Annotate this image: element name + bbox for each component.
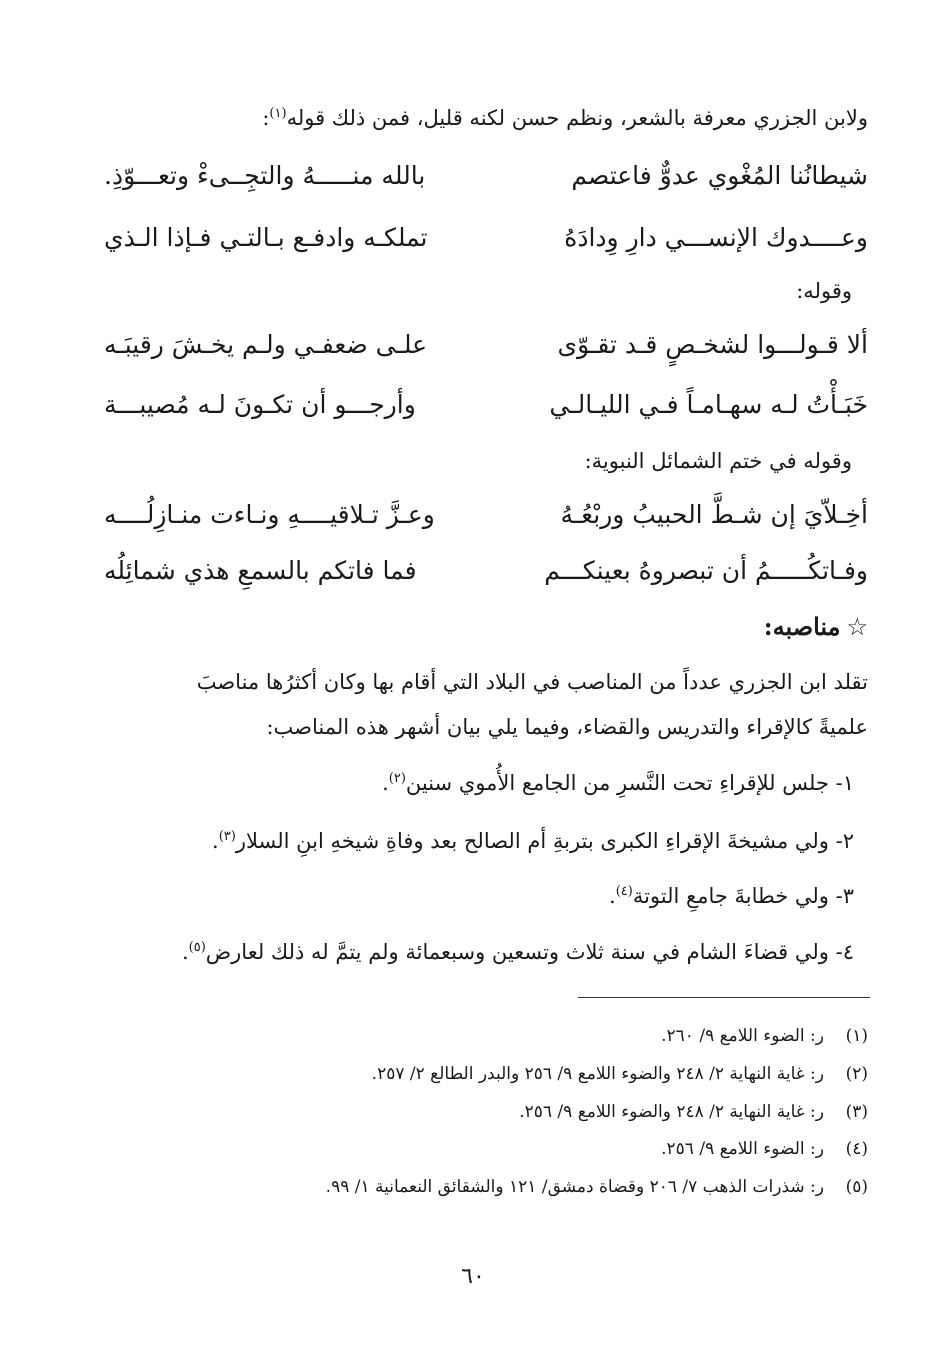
intro-line [262,103,868,133]
list-item [182,937,854,967]
page-number: ٦٠ [461,1264,485,1289]
footnote-text: ر: شذرات الذهب ٧/ ٢٠٦ وقضاة دمشق/ ١٢١ والشقائق النعمانية ١/ ٩٩. [325,1177,824,1197]
footnote [372,1061,868,1087]
footnote-number: (١) [845,1026,868,1046]
paragraph-line: تقلد ابن الجزري عدداً من المناصب في البلاد التي أقام بها وكان أكثرُها مناصبَ [196,670,868,694]
section-heading [764,610,868,644]
footnote-ref: (٥) [188,940,206,955]
section-title: مناصبه: [763,612,841,641]
footnote-text: ر: غاية النهاية ٢/ ٢٤٨ والضوء اللامع ٩/ ٢٥٦. [519,1102,824,1122]
list-item-end: . [609,884,616,908]
footnote-divider [578,997,870,998]
footnote-number: (٢) [845,1064,868,1084]
footnote-ref: (١) [269,106,287,121]
verse-hemistich-right: ألا قـولـــوا لشخـصٍ قـد تقـوّى [557,330,868,359]
verse-hemistich-right: شيطانُنا المُغْوي عدوٌّ فاعتصم [571,161,868,190]
verse-hemistich-left: فما فاتكم بالسمعِ هذي شمائِلُه [104,556,417,585]
footnote-number: (٤) [845,1139,868,1159]
list-item [212,826,854,856]
verse-hemistich-left: وأرجـــو أن تكـونَ لـه مُصيبـــة [104,390,416,419]
verse-hemistich-left: بالله منـــــهُ والتجِــىءْ وتعـــوّذِ. [104,161,426,190]
verse-hemistich-left: تملكـه وادفـع بـالتـي فـإذا الـذي [104,223,428,252]
verse-hemistich-right: أخِـلاّيَ إن شـطَّ الحبيبُ وربْعُـهُ [560,500,868,529]
footnote-number: (٣) [845,1102,868,1122]
footnote [326,1174,868,1200]
footnote-text: ر: الضوء اللامع ٩/ ٢٦٠. [661,1026,824,1046]
verse-hemistich-left: وعـزَّ تـلاقيــــهِ ونـاءت منـازِلُــــه [104,500,435,529]
star-icon: ☆ [846,613,868,641]
footnote-text: ر: غاية النهاية ٢/ ٢٤٨ والضوء اللامع ٩/ ٢٥٦ والبدر الطالع ٢/ ٢٥٧. [371,1064,824,1084]
list-item-end: . [181,940,189,964]
footnote-ref: (٤) [615,884,633,899]
footnote-ref: (٣) [218,829,236,844]
footnote-number: (٥) [845,1177,868,1197]
list-item [609,881,854,911]
footnote-ref: (٢) [388,771,406,786]
poem-label: وقوله: [796,279,852,303]
list-item [382,768,854,798]
list-item-text: ١- جلس للإقراءِ تحت النَّسرِ من الجامع الأُموي سنين [405,771,854,795]
list-item-end: . [382,771,389,795]
footnote [661,1136,868,1162]
verse-hemistich-right: وفـاتكُـــــمُ أن تبصروهُ بعينكـــم [544,556,868,585]
verse-hemistich-right: وعــــدوك الإنســـي دارِ وِدادَهُ [564,223,868,252]
verse-hemistich-right: خَبَـأْتُ لـه سهـامـاً فـي الليـالـي [549,390,868,419]
intro-text: ولابن الجزري معرفة بالشعر، ونظم حسن لكنه قليل، فمن ذلك قوله [286,106,868,130]
list-item-text: ٢- ولي مشيخةَ الإقراءِ الكبرى بتربةِ أم الصالح بعد وفاةِ شيخهِ ابنِ السلار [235,829,854,853]
footnote [661,1023,868,1049]
intro-end: : [262,106,270,130]
poem-label: وقوله في ختم الشمائل النبوية: [584,449,852,473]
verse-hemistich-left: علـى ضعفـي ولـم يخـشَ رقيبَـه [104,330,428,359]
list-item-end: . [212,829,219,853]
footnote-text: ر: الضوء اللامع ٩/ ٢٥٦. [661,1139,824,1159]
list-item-text: ٤- ولي قضاءَ الشام في سنة ثلاث وتسعين وسبعمائة ولم يتمَّ له ذلك لعارض [205,940,854,964]
list-item-text: ٣- ولي خطابةَ جامعِ التوتة [632,884,854,908]
paragraph-line: علميةً كالإقراء والتدريس والقضاء، وفيما يلي بيان أشهر هذه المناصب: [266,715,868,739]
footnote [519,1099,868,1125]
